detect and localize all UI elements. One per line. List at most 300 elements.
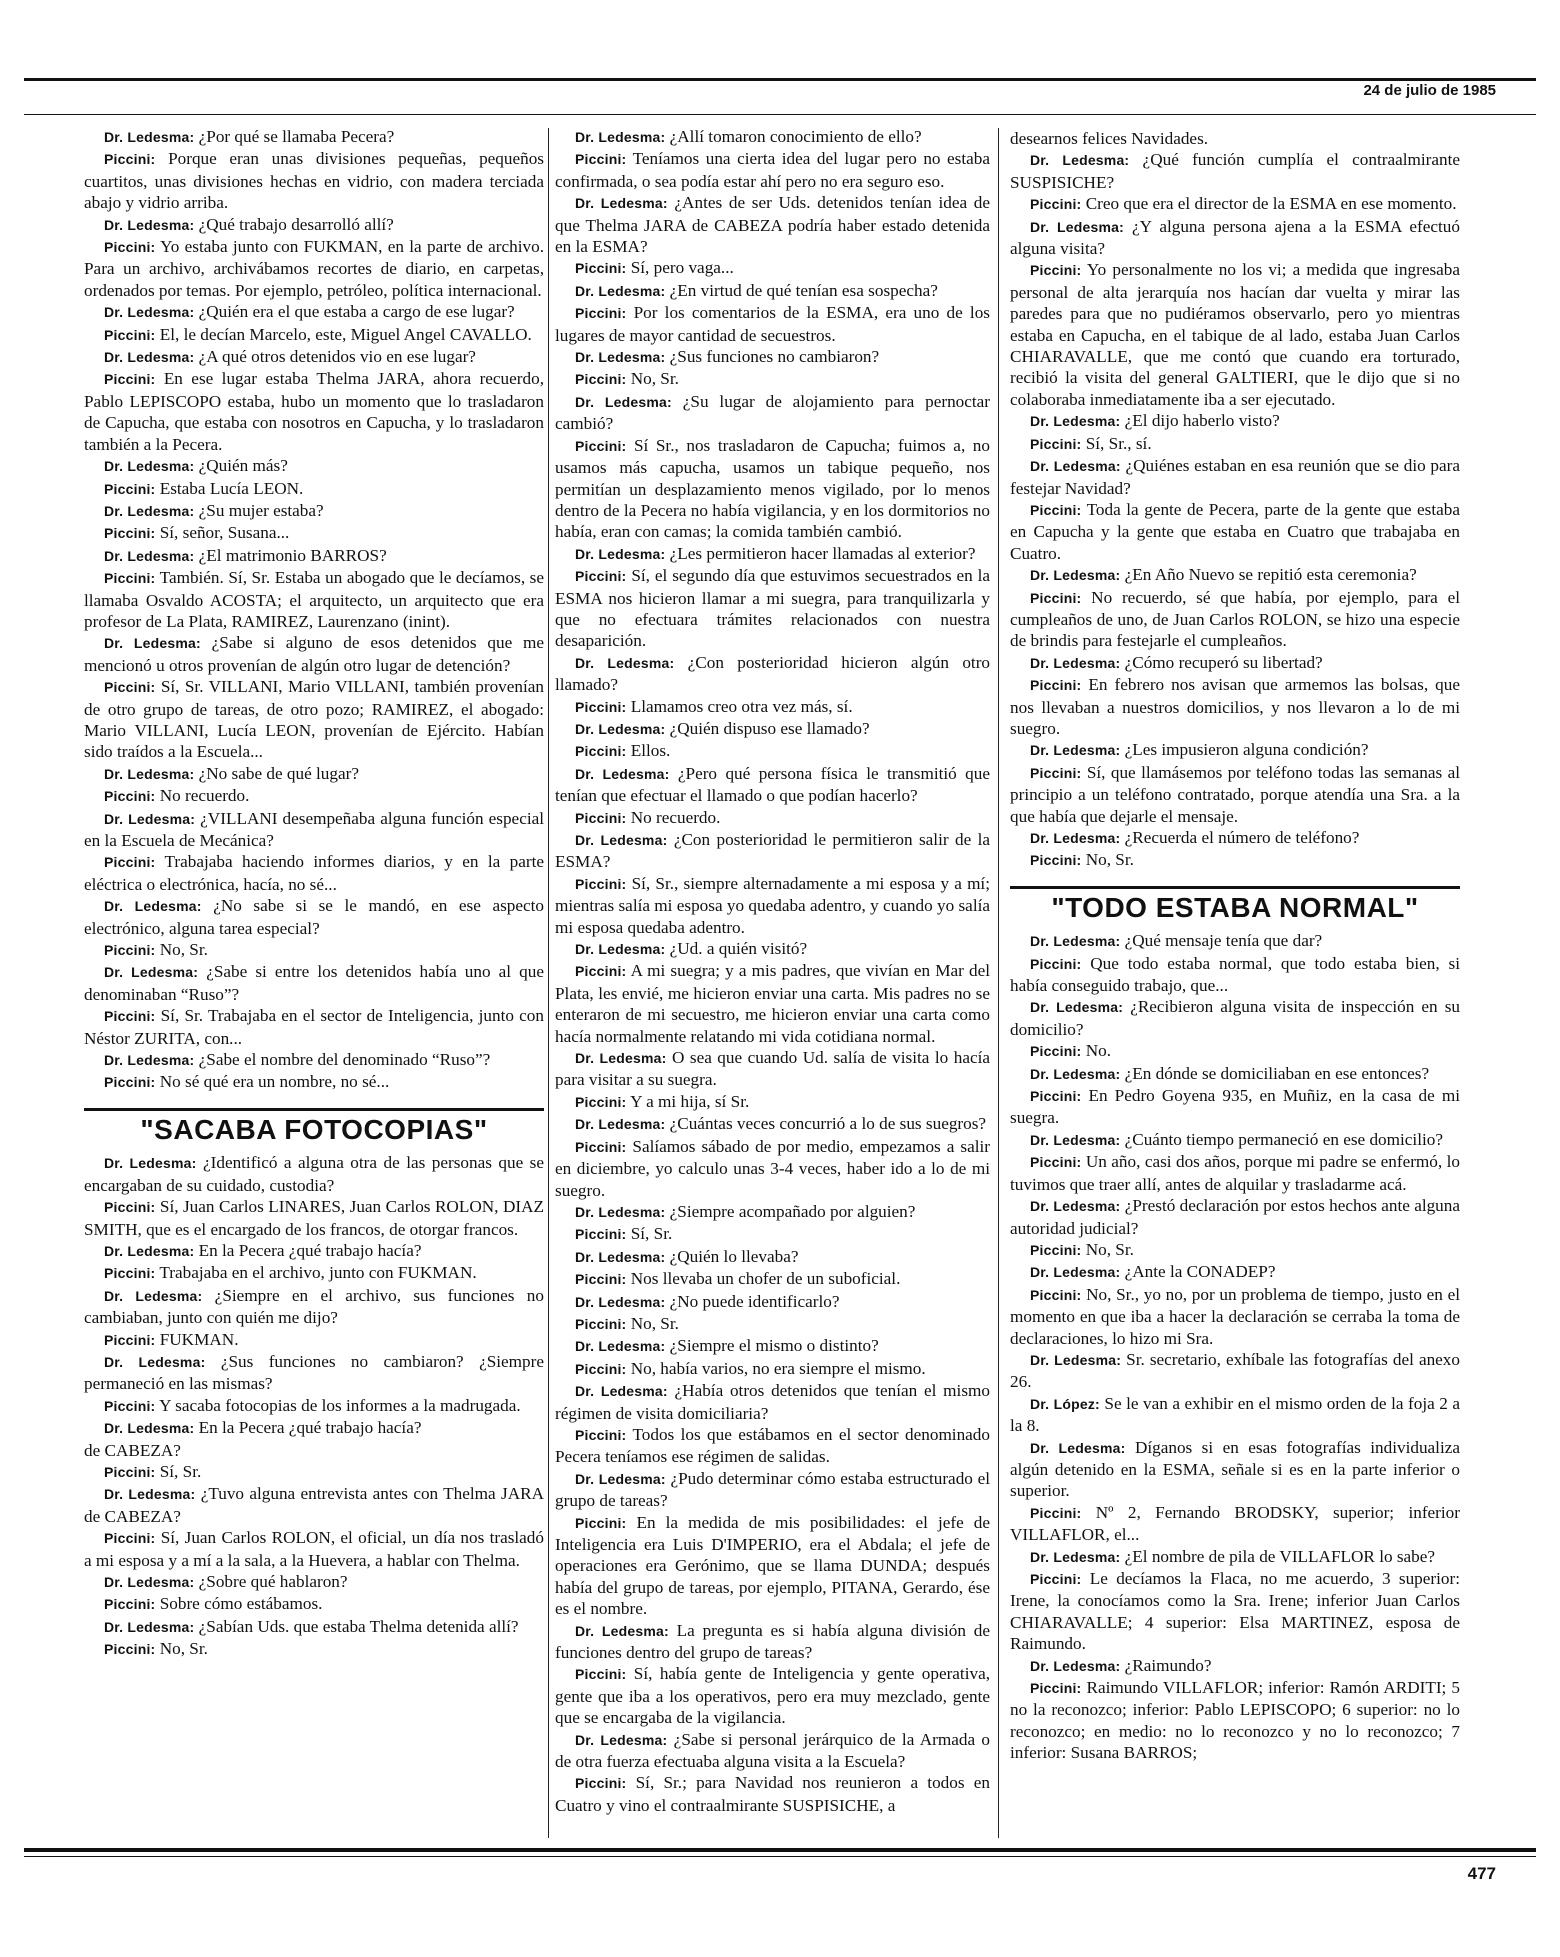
- dialogue-text: ¿En virtud de qué tenían esa sospecha?: [665, 280, 938, 300]
- dialogue-text: Trabajaba haciendo informes diarios, y en la parte eléctrica o electrónica, hacía, no sé...: [84, 852, 544, 894]
- dialogue-line: [555, 960, 990, 1047]
- column-divider: [998, 128, 999, 1838]
- speaker-label: Piccini:: [575, 1426, 627, 1443]
- dialogue-line: [1010, 953, 1460, 997]
- dialogue-line: [1010, 128, 1460, 149]
- dialogue-line: [555, 1335, 990, 1357]
- speaker-label: Dr. Ledesma:: [1030, 1351, 1122, 1368]
- dialogue-text: de CABEZA?: [84, 1440, 181, 1460]
- dialogue-text: En la medida de mis posibilidades: el jefe de Inteligencia era Luis D'IMPERIO, era el Abdala; el jefe de operaciones era Gerónimo, que se llama DUNDA; después había del grupo de tareas, por ejemplo, PITANA, Gerardo, ése es el nombre.: [555, 1512, 990, 1619]
- dialogue-text: ¿Sobre qué hablaron?: [194, 1572, 348, 1591]
- speaker-label: Dr. Ledesma:: [1030, 1198, 1121, 1215]
- dialogue-line: [555, 1468, 990, 1512]
- dialogue-text: ¿Había otros detenidos que tenían el mismo régimen de visita domiciliaria?: [555, 1381, 990, 1423]
- speaker-label: Piccini:: [575, 698, 627, 715]
- speaker-label: Dr. Ledesma:: [575, 654, 675, 671]
- speaker-label: Piccini:: [104, 326, 156, 343]
- dialogue-line: [1010, 1284, 1460, 1349]
- dialogue-line: [1010, 930, 1460, 952]
- dialogue-text: Toda la gente de Pecera, parte de la gente que estaba en Capucha y la gente que estaba en Cuatro que trabajaba en Cuatro.: [1010, 499, 1460, 563]
- dialogue-line: [1010, 739, 1460, 761]
- dialogue-line: [555, 1091, 990, 1113]
- dialogue-text: Díganos si en esas fotografías individualiza algún detenido en la ESMA, señale si es en la parte inferior o superior.: [1010, 1437, 1460, 1501]
- dialogue-line: [84, 961, 544, 1005]
- dialogue-text: A mi suegra; y a mis padres, que vivían en Mar del Plata, les envié, me hicieron enviar una carta. Mis padres no se enteraron de mi secuestro, me hicieron enviar una carta como hacía normalmente relatando mi vida cotidiana normal.: [555, 961, 990, 1046]
- dialogue-line: [555, 1268, 990, 1290]
- dialogue-text: ¿Quién más?: [194, 456, 288, 476]
- page-number: 477: [1467, 1864, 1496, 1883]
- speaker-label: Dr. Ledesma:: [575, 720, 666, 737]
- dialogue-line: [1010, 1546, 1460, 1568]
- dialogue-line: [1010, 433, 1460, 455]
- dialogue-line: [1010, 996, 1460, 1040]
- dialogue-text: ¿Siempre acompañado por alguien?: [665, 1201, 916, 1221]
- dialogue-text: ¿Allí tomaron conocimiento de ello?: [665, 127, 922, 146]
- dialogue-line: [555, 543, 990, 565]
- speaker-label: Piccini:: [575, 371, 627, 388]
- footer-rule-thin: [24, 1856, 1536, 1857]
- dialogue-line: [84, 895, 544, 939]
- speaker-label: Piccini:: [575, 1093, 627, 1110]
- speaker-label: Piccini:: [104, 1074, 156, 1091]
- dialogue-text: No, Sr.: [155, 1639, 208, 1659]
- dialogue-text: ¿Sus funciones no cambiaron?: [665, 347, 880, 367]
- speaker-label: Dr. Ledesma:: [1030, 1548, 1121, 1565]
- dialogue-line: [555, 435, 990, 543]
- speaker-label: Piccini:: [575, 1360, 627, 1377]
- column-divider: [548, 128, 549, 1838]
- speaker-label: Piccini:: [104, 854, 156, 871]
- dialogue-text: Sí, Juan Carlos ROLON, el oficial, un día nos trasladó a mi esposa y a mí a la sala, a la Huevera, a hablar con Thelma.: [84, 1528, 544, 1570]
- dialogue-line: [1010, 1261, 1460, 1283]
- dialogue-line: [1010, 1393, 1460, 1437]
- dialogue-line: [84, 545, 544, 567]
- dialogue-text: ¿Sabe si alguno de esos detenidos que me mencionó u otros provenían de algún otro lugar de detención?: [84, 633, 544, 675]
- dialogue-line: [84, 1483, 544, 1527]
- speaker-label: Dr. Ledesma:: [104, 458, 195, 475]
- speaker-label: Piccini:: [575, 743, 627, 760]
- dialogue-text: ¿Su mujer estaba?: [194, 500, 324, 520]
- dialogue-text: desearnos felices Navidades.: [1010, 129, 1209, 148]
- dialogue-text: Estaba Lucía LEON.: [155, 478, 304, 498]
- dialogue-line: [84, 1240, 544, 1262]
- top-rule: [24, 78, 1536, 81]
- speaker-label: Dr. Ledesma:: [1030, 1439, 1126, 1456]
- speaker-label: Dr. Ledesma:: [575, 1383, 668, 1400]
- speaker-label: Piccini:: [104, 1397, 156, 1414]
- dialogue-text: ¿Les permitieron hacer llamadas al exterior?: [665, 543, 976, 563]
- speaker-label: Piccini:: [575, 1775, 627, 1792]
- speaker-label: Dr. Ledesma:: [575, 1731, 668, 1748]
- dialogue-line: [1010, 564, 1460, 586]
- dialogue-text: No, había varios, no era siempre el mismo.: [626, 1358, 926, 1378]
- dialogue-text: Sr. secretario, exhíbale las fotografías del anexo 26.: [1010, 1349, 1460, 1392]
- dialogue-text: Sí, Sr.; para Navidad nos reunieron a todos en Cuatro y vino el contraalmirante SUSPISICHE, a: [555, 1773, 990, 1815]
- dialogue-text: Se le van a exhibir en el mismo orden de la foja 2 a la 8.: [1010, 1393, 1460, 1436]
- speaker-label: Dr. Ledesma:: [1030, 654, 1121, 671]
- speaker-label: Piccini:: [575, 1226, 627, 1243]
- dialogue-line: [84, 1527, 544, 1571]
- dialogue-text: ¿Recuerda el número de teléfono?: [1120, 828, 1360, 847]
- dialogue-line: [84, 632, 544, 676]
- speaker-label: Piccini:: [575, 568, 627, 585]
- text-column-3: [1010, 128, 1460, 1764]
- dialogue-line: [555, 1291, 990, 1313]
- dialogue-text: Sí Sr., nos trasladaron de Capucha; fuimos a, no usamos más capucha, usamos un tabique pequeño, nos permitían un desplazamiento menos vigilado, por lo menos dentro de la Pecera no había vigilancia, y en los dormitorios no había, eran con camas; la comida también cambió.: [555, 435, 990, 542]
- dialogue-text: ¿Sabe el nombre del denominado “Ruso”?: [194, 1050, 491, 1070]
- dialogue-line: [84, 126, 544, 148]
- speaker-label: Piccini:: [1030, 589, 1082, 606]
- speaker-label: Dr. Ledesma:: [575, 1470, 666, 1487]
- dialogue-line: [1010, 1085, 1460, 1129]
- dialogue-line: [555, 1620, 990, 1664]
- dialogue-line: [84, 478, 544, 500]
- dialogue-line: [1010, 674, 1460, 739]
- dialogue-text: Sí, Sr. Trabajaba en el sector de Inteligencia, junto con Néstor ZURITA, con...: [84, 1006, 544, 1048]
- speaker-label: Piccini:: [575, 437, 627, 454]
- dialogue-line: [555, 652, 990, 696]
- speaker-label: Piccini:: [104, 570, 156, 587]
- dialogue-text: ¿No sabe de qué lugar?: [194, 763, 359, 783]
- dialogue-text: ¿Sabe si entre los detenidos había uno al que denominaban “Ruso”?: [84, 962, 544, 1004]
- dialogue-text: O sea que cuando Ud. salía de visita lo hacía para visitar a su suegra.: [555, 1048, 990, 1090]
- dialogue-text: Un año, casi dos años, porque mi padre se enfermó, lo tuvimos que traer allí, antes de alquilar y trasladarme acá.: [1010, 1152, 1460, 1194]
- speaker-label: Piccini:: [1030, 1154, 1082, 1171]
- text-column-1: [84, 126, 544, 1661]
- speaker-label: Dr. Ledesma:: [104, 635, 201, 652]
- speaker-label: Piccini:: [575, 1514, 627, 1531]
- dialogue-text: Sí, había gente de Inteligencia y gente operativa, gente que iba a los operativos, pero era muy mezclado, gente que se encargaba de la vigilancia.: [555, 1664, 990, 1728]
- speaker-label: Piccini:: [104, 1008, 156, 1025]
- dialogue-text: Sí, Juan Carlos LINARES, Juan Carlos ROLON, DIAZ SMITH, que es el encargado de los francos, de otorgar francos.: [84, 1197, 544, 1239]
- speaker-label: Dr. Ledesma:: [1030, 742, 1121, 759]
- speaker-label: Dr. Ledesma:: [575, 1338, 666, 1355]
- header-rule: [24, 114, 1536, 115]
- speaker-label: Piccini:: [104, 1331, 156, 1348]
- dialogue-text: Por los comentarios de la ESMA, era uno de los lugares de mayor cantidad de secuestros.: [555, 303, 990, 345]
- dialogue-line: [1010, 1040, 1460, 1062]
- speaker-label: Dr. Ledesma:: [575, 545, 666, 562]
- speaker-label: Dr. Ledesma:: [575, 941, 666, 958]
- dialogue-line: [84, 1005, 544, 1049]
- speaker-label: Piccini:: [104, 679, 156, 696]
- speaker-label: Piccini:: [104, 525, 156, 542]
- dialogue-line: [1010, 849, 1460, 871]
- dialogue-line: [1010, 455, 1460, 499]
- speaker-label: Piccini:: [104, 1199, 156, 1216]
- dialogue-line: [1010, 499, 1460, 564]
- dialogue-line: [84, 1571, 544, 1593]
- dialogue-line: [1010, 1195, 1460, 1239]
- dialogue-line: [84, 455, 544, 477]
- speaker-label: Dr. Ledesma:: [575, 1248, 666, 1265]
- speaker-label: Dr. Ledesma:: [104, 1155, 197, 1172]
- dialogue-line: [1010, 410, 1460, 432]
- speaker-label: Piccini:: [1030, 501, 1082, 518]
- speaker-label: Dr. Ledesma:: [1030, 218, 1124, 235]
- speaker-label: Dr. Ledesma:: [575, 1622, 669, 1639]
- dialogue-line: [555, 346, 990, 368]
- dialogue-line: [555, 1380, 990, 1424]
- dialogue-line: [84, 236, 544, 301]
- speaker-label: Piccini:: [575, 151, 627, 168]
- dialogue-text: ¿Pudo determinar cómo estaba estructurado el grupo de tareas?: [555, 1468, 991, 1511]
- dialogue-text: ¿Raimundo?: [1120, 1655, 1212, 1675]
- dialogue-text: Todos los que estábamos en el sector denominado Pecera teníamos ese régimen de salidas.: [555, 1424, 990, 1467]
- dialogue-line: [1010, 1437, 1460, 1502]
- dialogue-line: [84, 148, 544, 213]
- dialogue-line: [555, 565, 990, 652]
- dialogue-line: [555, 807, 990, 829]
- dialogue-text: En ese lugar estaba Thelma JARA, ahora recuerdo, Pablo LEPISCOPO estaba, hubo un momento que lo trasladaron de Capucha, que estaba con nosotros en Capucha, y lo trasladaron también a la Pecera.: [84, 369, 544, 454]
- dialogue-line: [1010, 1151, 1460, 1195]
- dialogue-line: [1010, 149, 1460, 193]
- dialogue-line: [555, 192, 990, 257]
- speaker-label: Dr. Ledesma:: [1030, 567, 1121, 584]
- speaker-label: Piccini:: [575, 1271, 627, 1288]
- speaker-label: Dr. Ledesma:: [1030, 999, 1124, 1016]
- dialogue-text: ¿Siempre en el archivo, sus funciones no cambiaban, junto con quién me dijo?: [84, 1285, 544, 1328]
- speaker-label: Dr. Ledesma:: [104, 1574, 195, 1590]
- dialogue-line: [555, 1201, 990, 1223]
- dialogue-text: Yo estaba junto con FUKMAN, en la parte de archivo. Para un archivo, archivábamos recortes de diario, en carpetas, ordenados por temas. Por ejemplo, petróleo, política internacional.: [84, 237, 544, 300]
- speaker-label: Dr. Ledesma:: [104, 964, 199, 981]
- speaker-label: Piccini:: [1030, 262, 1082, 279]
- dialogue-text: ¿Ud. a quién visitó?: [665, 939, 808, 959]
- dialogue-line: [84, 1616, 544, 1638]
- dialogue-line: [1010, 827, 1460, 849]
- speaker-label: Dr. Ledesma:: [1030, 152, 1130, 169]
- dialogue-text: No, Sr.: [1081, 850, 1134, 870]
- speaker-label: Piccini:: [104, 1641, 156, 1658]
- speaker-label: Dr. Ledesma:: [104, 349, 195, 366]
- dialogue-line: [555, 391, 990, 435]
- speaker-label: Dr. Ledesma:: [104, 1242, 195, 1259]
- speaker-label: Dr. Ledesma:: [104, 1287, 203, 1304]
- dialogue-line: [84, 851, 544, 895]
- dialogue-line: [1010, 193, 1460, 215]
- speaker-label: Piccini:: [104, 1596, 156, 1613]
- speaker-label: Dr. Ledesma:: [1030, 1065, 1121, 1082]
- section-heading-block: [1010, 886, 1460, 923]
- dialogue-text: FUKMAN.: [155, 1329, 239, 1349]
- speaker-label: Piccini:: [575, 1666, 627, 1683]
- dialogue-text: Sí, pero vaga...: [626, 258, 734, 278]
- dialogue-text: En la Pecera ¿qué trabajo hacía?: [194, 1240, 422, 1260]
- dialogue-text: ¿Por qué se llamaba Pecera?: [194, 127, 395, 146]
- speaker-label: Dr. Ledesma:: [575, 1050, 667, 1067]
- dialogue-text: ¿Sabe si personal jerárquico de la Armada o de otra fuerza efectuaba alguna visita a la Escuela?: [555, 1729, 990, 1772]
- speaker-label: Dr. Ledesma:: [104, 1486, 196, 1503]
- dialogue-text: No recuerdo, sé que había, por ejemplo, para el cumpleaños de uno, de Juan Carlos ROLON, se hizo una especie de brindis para festejarle el cumpleaños.: [1010, 587, 1460, 651]
- speaker-label: Piccini:: [1030, 764, 1082, 781]
- speaker-label: Dr. Ledesma:: [104, 810, 196, 827]
- dialogue-line: [84, 763, 544, 785]
- dialogue-line: [1010, 1063, 1460, 1085]
- dialogue-text: Sí, Sr. VILLANI, Mario VILLANI, también provenían de otro grupo de tareas, de otro pozo; RAMIREZ, el abogado: Mario VILLANI, Lucía LEON, provenían de Ejército. Habían sido traídos a la Escuela...: [84, 677, 544, 762]
- speaker-label: Piccini:: [575, 260, 627, 277]
- section-heading-rule: [84, 1108, 544, 1111]
- dialogue-text: No, Sr.: [1081, 1239, 1134, 1259]
- speaker-label: Dr. Ledesma:: [104, 765, 195, 782]
- dialogue-text: ¿Ante la CONADEP?: [1120, 1262, 1276, 1282]
- text-column-2: [555, 126, 990, 1816]
- dialogue-text: ¿Qué función cumplía el contraalmirante SUSPISICHE?: [1010, 150, 1460, 192]
- dialogue-text: La pregunta es si había alguna división de funciones dentro del grupo de tareas?: [555, 1620, 991, 1663]
- speaker-label: Piccini:: [1030, 196, 1082, 213]
- dialogue-text: ¿En dónde se domiciliaban en ese entonces?: [1120, 1063, 1430, 1083]
- speaker-label: Dr. Ledesma:: [104, 898, 202, 915]
- dialogue-line: [84, 1351, 544, 1395]
- dialogue-line: [1010, 259, 1460, 410]
- dialogue-text: Sí, Sr., sí.: [1081, 433, 1152, 453]
- dialogue-line: [1010, 762, 1460, 827]
- dialogue-text: Sí, Sr.: [155, 1461, 202, 1481]
- dialogue-line: [84, 1417, 544, 1439]
- dialogue-line: [555, 829, 990, 873]
- dialogue-text: Sí, señor, Susana...: [155, 523, 290, 543]
- speaker-label: Dr. Ledesma:: [1030, 1657, 1121, 1674]
- dialogue-text: Sí, el segundo día que estuvimos secuestrados en la ESMA nos hicieron llamar a mi suegra, para tranquilizarla y que no efectuara trámites relacionados con nuestra desaparición.: [555, 566, 990, 651]
- dialogue-text: Creo que era el director de la ESMA en ese momento.: [1081, 194, 1457, 214]
- dialogue-line: [555, 873, 990, 938]
- dialogue-line: [1010, 216, 1460, 260]
- dialogue-text: Trabajaba en el archivo, junto con FUKMAN.: [155, 1263, 477, 1283]
- dialogue-line: [555, 696, 990, 718]
- speaker-label: Piccini:: [1030, 1504, 1082, 1521]
- dialogue-text: ¿Siempre el mismo o distinto?: [665, 1336, 879, 1356]
- dialogue-text: Y sacaba fotocopias de los informes a la madrugada.: [155, 1395, 521, 1415]
- dialogue-line: [84, 939, 544, 961]
- dialogue-text: ¿Y alguna persona ajena a la ESMA efectuó alguna visita?: [1010, 216, 1460, 259]
- dialogue-text: ¿El nombre de pila de VILLAFLOR lo sabe?: [1120, 1546, 1436, 1566]
- dialogue-text: No.: [1081, 1041, 1112, 1061]
- dialogue-text: ¿Quiénes estaban en esa reunión que se dio para festejar Navidad?: [1010, 456, 1460, 498]
- dialogue-text: En la Pecera ¿qué trabajo hacía?: [194, 1418, 422, 1438]
- speaker-label: Dr. Ledesma:: [104, 304, 195, 321]
- speaker-label: Piccini:: [575, 1138, 627, 1155]
- speaker-label: Dr. Ledesma:: [104, 1353, 206, 1370]
- dialogue-line: [84, 1285, 544, 1329]
- dialogue-text: ¿Cuántas veces concurrió a lo de sus suegros?: [665, 1114, 987, 1134]
- dialogue-line: [84, 676, 544, 763]
- dialogue-line: [555, 1729, 990, 1773]
- speaker-label: Dr. Ledesma:: [104, 129, 195, 145]
- dialogue-text: ¿Cuánto tiempo permaneció en ese domicilio?: [1120, 1129, 1443, 1149]
- dialogue-text: ¿Pero qué persona física le transmitió que tenían que efectuar el llamado o que podían hacerlo?: [555, 763, 991, 806]
- dialogue-text: En Pedro Goyena 935, en Muñiz, en la casa de mi suegra.: [1010, 1086, 1460, 1128]
- dialogue-line: [84, 1262, 544, 1284]
- speaker-label: Dr. Ledesma:: [575, 349, 666, 366]
- speaker-label: Dr. López:: [1030, 1395, 1100, 1412]
- dialogue-line: [84, 567, 544, 632]
- speaker-label: Piccini:: [1030, 1286, 1082, 1303]
- speaker-label: Dr. Ledesma:: [1030, 933, 1121, 950]
- dialogue-line: [84, 1196, 544, 1240]
- dialogue-line: [555, 1663, 990, 1728]
- dialogue-text: Sí, Sr.: [626, 1224, 673, 1244]
- dialogue-line: [555, 1512, 990, 1620]
- dialogue-text: Sobre cómo estábamos.: [155, 1594, 323, 1614]
- dialogue-text: En febrero nos avisan que armemos las bolsas, que nos llevaban a nuestros domicilios, y nos llevaron a lo de mi suegro.: [1010, 675, 1460, 738]
- speaker-label: Dr. Ledesma:: [104, 547, 195, 564]
- speaker-label: Piccini:: [1030, 955, 1082, 972]
- dialogue-text: Raimundo VILLAFLOR; inferior: Ramón ARDITI; 5 no la reconozco; inferior: Pablo LEPISCOPO; 6 superior: no lo reconozco; en medio: no lo reconozco y no lo reconozco; 7 inferior: Susana BARROS;: [1010, 1678, 1460, 1763]
- section-heading-rule: [1010, 886, 1460, 889]
- dialogue-text: Sí, Sr., siempre alternadamente a mi esposa y a mí; mientras salía mi esposa yo quedaba adentro, y cuando yo salía mi esposa quedaba adentro.: [555, 873, 990, 937]
- speaker-label: Dr. Ledesma:: [104, 1420, 195, 1437]
- dialogue-line: [1010, 652, 1460, 674]
- speaker-label: Piccini:: [1030, 1088, 1082, 1105]
- dialogue-line: [84, 368, 544, 455]
- dialogue-text: No, Sr.: [626, 369, 679, 389]
- section-heading: "TODO ESTABA NORMAL": [1051, 891, 1419, 923]
- dialogue-text: También. Sí, Sr. Estaba un abogado que le decíamos, se llamaba Osvaldo ACOSTA; el arquitecto, un arquitecto que era profesor de La Plata, RAMIREZ, Laurenzano (inint).: [84, 568, 544, 631]
- dialogue-line: [84, 214, 544, 236]
- dialogue-text: Nos llevaba un chofer de un suboficial.: [626, 1269, 901, 1289]
- speaker-label: Piccini:: [104, 371, 156, 388]
- dialogue-line: [84, 1638, 544, 1660]
- dialogue-line: [1010, 1239, 1460, 1261]
- dialogue-line: [84, 808, 544, 852]
- speaker-label: Piccini:: [104, 480, 156, 497]
- dialogue-text: Salíamos sábado de por medio, empezamos a salir en diciembre, yo calculo unas 3-4 veces, haber ido a lo de mi suegro.: [555, 1136, 990, 1200]
- speaker-label: Piccini:: [104, 239, 156, 256]
- speaker-label: Dr. Ledesma:: [575, 1293, 666, 1310]
- dialogue-line: [555, 1136, 990, 1201]
- dialogue-line: [555, 1246, 990, 1268]
- speaker-label: Piccini:: [1030, 435, 1082, 452]
- section-heading: "SACABA FOTOCOPIAS": [140, 1113, 488, 1145]
- speaker-label: Dr. Ledesma:: [575, 1116, 666, 1133]
- dialogue-line: [84, 1152, 544, 1196]
- dialogue-text: ¿Quién dispuso ese llamado?: [665, 718, 870, 738]
- dialogue-text: No, Sr., yo no, por un problema de tiempo, justo en el momento en que iba a hacer la declaración se cerraba la toma de declaraciones, lo hizo mi Sra.: [1010, 1284, 1460, 1348]
- dialogue-line: [555, 280, 990, 302]
- dialogue-line: [1010, 1502, 1460, 1546]
- dialogue-line: [555, 126, 990, 148]
- dialogue-text: ¿A qué otros detenidos vio en ese lugar?: [194, 347, 476, 367]
- dialogue-line: [555, 718, 990, 740]
- dialogue-text: ¿No puede identificarlo?: [665, 1291, 840, 1311]
- dialogue-line: [84, 301, 544, 323]
- dialogue-line: [84, 1593, 544, 1615]
- dialogue-text: ¿Con posterioridad le permitieron salir de la ESMA?: [555, 830, 990, 872]
- speaker-label: Dr. Ledesma:: [104, 1618, 195, 1635]
- speaker-label: Piccini:: [104, 788, 156, 805]
- dialogue-text: ¿No sabe si se le mandó, en ese aspecto electrónico, alguna tarea especial?: [84, 896, 544, 938]
- dialogue-text: ¿Su lugar de alojamiento para pernoctar cambió?: [555, 391, 991, 434]
- dialogue-line: [84, 1329, 544, 1351]
- speaker-label: Dr. Ledesma:: [104, 1052, 195, 1069]
- dialogue-text: ¿Les impusieron alguna condición?: [1120, 740, 1369, 760]
- dialogue-text: Yo personalmente no los vi; a medida que ingresaba personal de alta jerarquía nos hacían dar vuelta y mirar las paredes para que no pudiéramos observarlo, pero yo mientras estaba en Capucha, en el tabique de al lado, estaba Juan Carlos CHIARAVALLE, que me contó que cuando era torturado, recibió la visita del general GALTIERI, que le dijo que si no colaboraba inmediatamente iba a ser ejecutado.: [1010, 260, 1460, 409]
- speaker-label: Dr. Ledesma:: [1030, 413, 1121, 430]
- dialogue-line: [84, 1440, 544, 1461]
- dialogue-text: ¿Quién era el que estaba a cargo de ese lugar?: [194, 302, 515, 322]
- dialogue-line: [84, 1461, 544, 1483]
- dialogue-text: Llamamos creo otra vez más, sí.: [626, 696, 853, 716]
- dialogue-text: El, le decían Marcelo, este, Miguel Angel CAVALLO.: [155, 324, 532, 344]
- dialogue-line: [84, 500, 544, 522]
- speaker-label: Piccini:: [104, 151, 156, 168]
- dialogue-line: [555, 368, 990, 390]
- dialogue-text: ¿El matrimonio BARROS?: [194, 545, 387, 565]
- dialogue-line: [1010, 1349, 1460, 1393]
- dialogue-line: [1010, 587, 1460, 652]
- dialogue-line: [1010, 1677, 1460, 1764]
- dialogue-text: Y a mi hija, sí Sr.: [626, 1091, 750, 1111]
